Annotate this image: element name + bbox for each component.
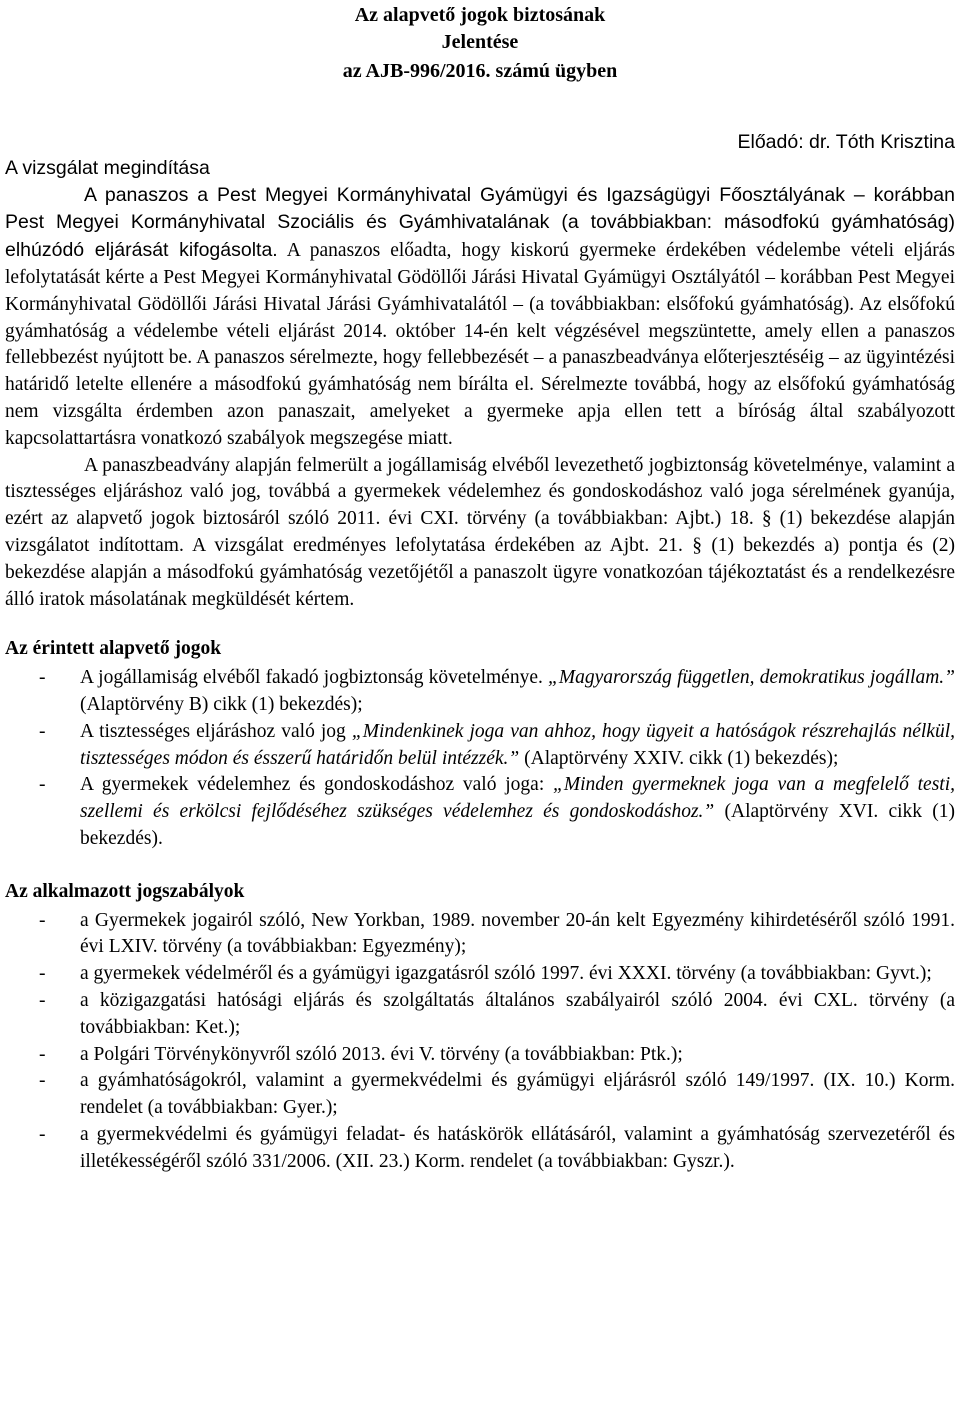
section-heading-rights: Az érintett alapvető jogok (5, 638, 222, 660)
law-text: a gyámhatóságokról, valamint a gyermekvédelmi és gyámügyi eljárásról szóló 149/1997. (IX. 10.) Korm. rendelet (a továbbiakban: Gyer.); (80, 1070, 955, 1119)
section-heading-intro: A vizsgálat megindítása (5, 156, 210, 179)
list-dash: - (39, 909, 46, 931)
title-line-2: Jelentése (441, 31, 519, 53)
laws-list-item (5, 1122, 955, 1176)
rights-item-reference: (Alaptörvény XXIV. cikk (1) bekezdés); (519, 747, 839, 769)
section-heading-laws: Az alkalmazott jogszabályok (5, 880, 245, 902)
intro-paragraph-1-sans: A panaszos a Pest Megyei Kormányhivatal Gyámügyi és Igazságügyi Főosztályának – korábban Pest Megyei Kormányhivatal Szociális és Gyámhivatalának (a továbbiakban: másodfokú gyámhatóság) elhúzódó eljárását kifogásolta. (5, 183, 955, 262)
rights-item-text: A jogállamiság elvéből fakadó jogbiztonság követelménye. (80, 667, 549, 689)
title-line-3: az AJB-996/2016. számú ügyben (342, 60, 618, 82)
intro-paragraph-1-serif: A panaszos előadta, hogy kiskorú gyermeke érdekében védelembe vételi eljárás lefolytatását kérte a Pest Megyei Kormányhivatal Gödöllői Járási Hivatal Gyámügyi Osztályától – korábban Pest Megyei Kormányhivatal Gödöllői Járási Hivatal Járási Gyámhivatalától – (a továbbiakban: elsőfokú gyámhatóság). Az elsőfokú gyámhatóság a védelembe vételi eljárást 2014. október 14-én kelt végzésével megszüntette, amely ellen a panaszos fellebbezést nyújtott be. A panaszos sérelmezte, hogy fellebbezését – a panaszbeadványa előterjesztéséig – az ügyintézési határidő letelte ellenére a másodfokú gyámhatóság nem bírálta el. Sérelmezte továbbá, hogy az elsőfokú gyámhatóság nem vizsgálta érdemben azon panaszait, amelyeket a gyermeke apja ellen tett a bíróság által szabályozott kapcsolattartásra vonatkozó szabályok megszegése miatt. (5, 240, 955, 449)
rights-item-text: A gyermekek védelemhez és gondoskodáshoz való joga: (80, 774, 554, 796)
law-text: a gyermekvédelmi és gyámügyi feladat- és hatáskörök ellátásáról, valamint a gyámhatóság szervezetéről és illetékességéről szóló 331/2006. (XII. 23.) Korm. rendelet (a továbbiakban: Gyszr.). (80, 1123, 955, 1172)
laws-list-item (5, 1068, 955, 1122)
title-line-1: Az alapvető jogok biztosának (354, 4, 606, 26)
rights-list-item (5, 719, 955, 773)
list-dash: - (39, 720, 46, 742)
rights-item-quote: „Magyarország független, demokratikus jogállam.” (548, 667, 955, 689)
list-dash: - (39, 1043, 46, 1065)
laws-list-item (5, 908, 955, 962)
presenter-line: Előadó: dr. Tóth Krisztina (737, 131, 955, 153)
rights-item-reference: (Alaptörvény XVI. cikk (1) bekezdés). (80, 801, 955, 849)
law-text: a gyermekek védelméről és a gyámügyi igazgatásról szóló 1997. évi XXXI. törvény (a továbbiakban: Gyvt.); (80, 963, 932, 985)
rights-item-quote: „Minden gyermeknek joga van a megfelelő testi, szellemi és erkölcsi fejlődéséhez szükséges védelemhez és gondoskodáshoz.” (80, 774, 955, 823)
laws-list-item (5, 988, 955, 1042)
intro-paragraph-2: A panaszbeadvány alapján felmerült a jogállamiság elvéből levezethető jogbiztonság követelménye, valamint a tisztességes eljáráshoz való jog, továbbá a gyermekek védelemhez és gondoskodáshoz való joga sérelmének gyanúja, ezért az alapvető jogok biztosáról szóló 2011. évi CXI. törvény (a továbbiakban: Ajbt.) 18. § (1) bekezdése alapján vizsgálatot indítottam. A vizsgálat eredményes lefolytatása érdekében az Ajbt. 21. § (1) bekezdés a) pontja és (2) bekezdése alapján a másodfokú gyámhatóság vezetőjétől a panaszolt ügyre vonatkozóan tájékoztatást és a rendelkezésre álló iratok másolatának megküldését kértem. (5, 454, 955, 610)
list-dash: - (39, 774, 46, 796)
laws-list-item (5, 1042, 955, 1069)
report-title (5, 0, 955, 86)
law-text: a Polgári Törvénykönyvről szóló 2013. évi V. törvény (a továbbiakban: Ptk.); (80, 1043, 683, 1065)
laws-list (5, 908, 955, 1176)
law-text: a Gyermekek jogairól szóló, New Yorkban, 1989. november 20-án kelt Egyezmény kihirdetéséről szóló 1991. évi LXIV. törvény (a továbbiakban: Egyezmény); (80, 909, 955, 958)
rights-item-reference: (Alaptörvény B) cikk (1) bekezdés); (80, 693, 363, 715)
law-text: a közigazgatási hatósági eljárás és szolgáltatás általános szabályairól szóló 2004. évi CXL. törvény (a továbbiakban: Ket.); (80, 989, 955, 1038)
list-dash: - (39, 963, 46, 985)
list-dash: - (39, 1123, 46, 1145)
rights-list-item (5, 665, 955, 719)
list-dash: - (39, 1070, 46, 1092)
list-dash: - (39, 667, 46, 689)
rights-list-item (5, 772, 955, 852)
rights-item-text: A tisztességes eljáráshoz való jog (80, 720, 352, 742)
intro-paragraph-1 (5, 182, 955, 453)
list-dash: - (39, 989, 46, 1011)
laws-list-item (5, 961, 955, 988)
rights-item-quote: „Mindenkinek joga van ahhoz, hogy ügyeit a hatóságok részrehajlás nélkül, tisztességes módon és ésszerű határidőn belül intézzék.” (80, 720, 955, 769)
rights-list (5, 665, 955, 853)
